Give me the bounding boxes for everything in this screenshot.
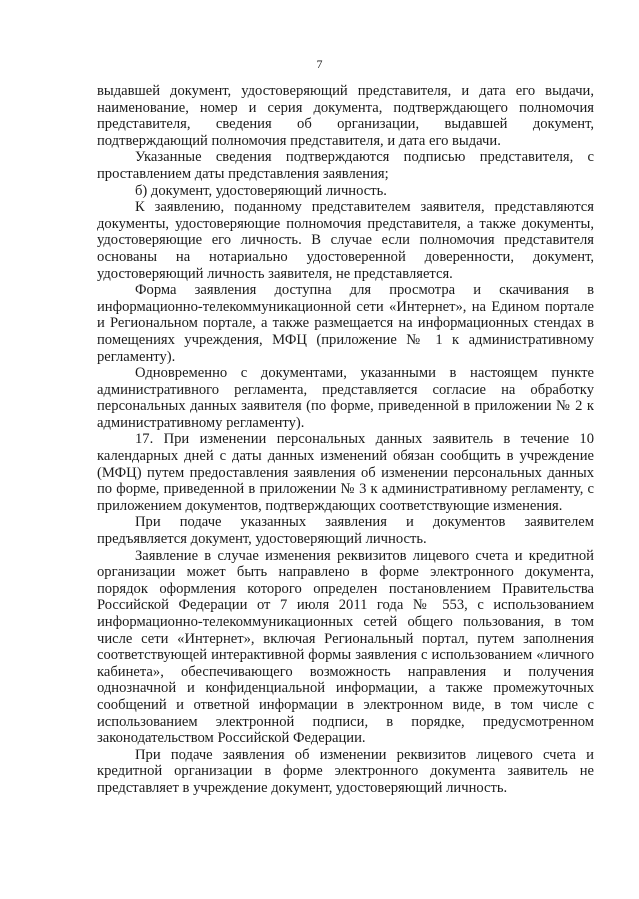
page-number: 7 [316, 57, 323, 71]
paragraph-5: Форма заявления доступна для просмотра и скачивания в информационно-телекоммуникационной сети «Интернет», на Едином портале и Региональном портале, а также размещается на информационных стендах в помещениях учреждения, МФЦ (приложение № 1 к административному регламенту). [97, 282, 594, 365]
paragraph-2: Указанные сведения подтверждаются подписью представителя, с проставлением даты представления заявления; [97, 149, 594, 182]
document-body [97, 83, 594, 797]
paragraph-6: Одновременно с документами, указанными в настоящем пункте административного регламента, представляется согласие на обработку персональных данных заявителя (по форме, приведенной в приложении № 2 к административному регламенту). [97, 365, 594, 431]
paragraph-4: К заявлению, поданному представителем заявителя, представляются документы, удостоверяющие полномочия представителя, а также документы, удостоверяющие его личность. В случае если полномочия представителя основаны на нотариально удостоверенной доверенности, документ, удостоверяющий личность заявителя, не представляется. [97, 199, 594, 282]
paragraph-10: При подаче заявления об изменении реквизитов лицевого счета и кредитной организации в форме электронного документа заявитель не представляет в учреждение документ, удостоверяющий личность. [97, 746, 594, 796]
paragraph-1: выдавшей документ, удостоверяющий представителя, и дата его выдачи, наименование, номер и серия документа, подтверждающего полномочия представителя, сведения об организации, выдавшей документ, подтверждающий полномочия представителя, и дата его выдачи. [97, 83, 594, 149]
paragraph-3: б) документ, удостоверяющий личность. [135, 182, 387, 199]
paragraph-9: Заявление в случае изменения реквизитов лицевого счета и кредитной организации может быть направлено в форме электронного документа, порядок оформления которого определен постановлением Правительства Российской Федерации от 7 июля 2011 года № 553, с использованием информационно-телекоммуникационных сетей общего пользования, в том числе сети «Интернет», включая Региональный портал, путем заполнения соответствующей интерактивной формы заявления с использованием «личного кабинета», обеспечивающего возможность направления и получения однозначной и конфиденциальной информации, а также промежуточных сообщений и ответной информации в электронном виде, в том числе с использованием электронной подписи, в порядке, предусмотренном законодательством Российской Федерации. [97, 547, 594, 747]
paragraph-8: При подаче указанных заявления и документов заявителем предъявляется документ, удостоверяющий личность. [97, 514, 594, 548]
paragraph-7: 17. При изменении персональных данных заявитель в течение 10 календарных дней с даты данных изменений обязан сообщить в учреждение (МФЦ) путем предоставления заявления об изменении персональных данных по форме, приведенной в приложении № 3 к административному регламенту, с приложением документов, подтверждающих соответствующие изменения. [97, 431, 594, 514]
